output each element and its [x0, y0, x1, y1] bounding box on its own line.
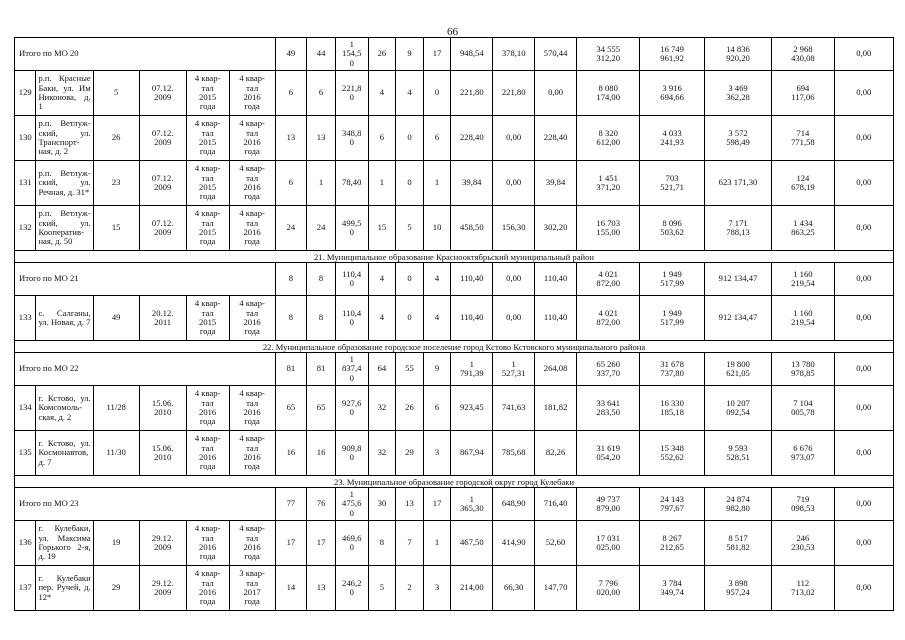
section-header-row [15, 476, 894, 488]
total-area-total: 1 154,5 0 [335, 38, 368, 71]
total-flats-municipal: 9 [423, 353, 451, 386]
row-resettled-area-total: 467,50 [451, 521, 493, 566]
total-funds-extra: 0,00 [834, 353, 893, 386]
total-flats-total: 30 [368, 488, 396, 521]
row-document-date: 15.06. 2010 [139, 386, 186, 431]
row-flats-private: 29 [396, 431, 424, 476]
row-address: р.п. Красные Баки, ул. Им Никонова, д. 1 [36, 71, 93, 116]
row-funds-local: 112 713,02 [772, 566, 834, 611]
row-funds-extra: 0,00 [834, 71, 893, 116]
row-resettled-area-total: 221,80 [451, 71, 493, 116]
row-funds-fund: 16 330 185,18 [640, 386, 704, 431]
table-row [15, 71, 894, 116]
row-resettled-area-total: 923,45 [451, 386, 493, 431]
row-document-number: 11/30 [93, 431, 139, 476]
total-funds-local: 719 098,53 [772, 488, 834, 521]
row-apartments-resettled: 24 [307, 206, 336, 251]
row-number: 137 [15, 566, 36, 611]
total-funds-local: 1 160 219,54 [772, 263, 834, 296]
total-row [15, 263, 894, 296]
row-document-date: 07.12. 2009 [139, 116, 186, 161]
total-funds-local: 2 968 430,08 [772, 38, 834, 71]
total-funds-extra: 0,00 [834, 488, 893, 521]
row-apartments-total: 13 [275, 116, 307, 161]
row-document-number: 26 [93, 116, 139, 161]
row-apartments-resettled: 13 [307, 566, 336, 611]
total-funds-fund: 31 678 737,80 [640, 353, 704, 386]
row-funds-local: 7 104 005,78 [772, 386, 834, 431]
row-area-total: 469,6 0 [335, 521, 368, 566]
row-start-period: 4 квар- тал 2016 года [186, 431, 229, 476]
total-funds-local: 13 780 978,85 [772, 353, 834, 386]
row-funds-extra: 0,00 [834, 116, 893, 161]
row-funds-region: 3 469 362,28 [704, 71, 771, 116]
table-row [15, 116, 894, 161]
row-end-period: 4 квар- тал 2016 года [229, 431, 275, 476]
row-resettled-area-total: 110,40 [451, 296, 493, 341]
section-title: 21. Муниципальное образование Краснооктябрьский муниципальный район [15, 251, 894, 263]
row-funds-fund: 703 521,71 [640, 161, 704, 206]
housing-program-table [14, 37, 894, 611]
row-apartments-resettled: 65 [307, 386, 336, 431]
row-resettled-area-private: 66,30 [493, 566, 535, 611]
total-flats-private: 55 [396, 353, 424, 386]
row-flats-total: 8 [368, 521, 396, 566]
row-end-period: 4 квар- тал 2016 года [229, 521, 275, 566]
row-resettled-area-private: 741,63 [493, 386, 535, 431]
row-document-date: 07.12. 2009 [139, 71, 186, 116]
row-number: 134 [15, 386, 36, 431]
total-resettled-area-municipal: 110,40 [535, 263, 577, 296]
total-cost-total: 4 021 872,00 [577, 263, 640, 296]
total-cost-total: 34 555 312,20 [577, 38, 640, 71]
row-funds-local: 1 160 219,54 [772, 296, 834, 341]
row-flats-total: 32 [368, 386, 396, 431]
row-end-period: 4 квар- тал 2016 года [229, 206, 275, 251]
total-funds-fund: 1 949 517,99 [640, 263, 704, 296]
row-address: р.п. Ветлуж-ский, ул. Транспорт-ная, д. 2 [36, 116, 93, 161]
total-funds-region: 19 800 621,05 [704, 353, 771, 386]
row-flats-private: 26 [396, 386, 424, 431]
total-resettled-area-private: 378,10 [493, 38, 535, 71]
row-funds-region: 3 572 598,49 [704, 116, 771, 161]
row-document-number: 5 [93, 71, 139, 116]
total-flats-total: 26 [368, 38, 396, 71]
row-funds-extra: 0,00 [834, 296, 893, 341]
row-resettled-area-municipal: 302,20 [535, 206, 577, 251]
row-flats-private: 0 [396, 296, 424, 341]
table-row [15, 386, 894, 431]
row-funds-fund: 1 949 517,99 [640, 296, 704, 341]
row-funds-region: 912 134,47 [704, 296, 771, 341]
row-resettled-area-municipal: 110,40 [535, 296, 577, 341]
row-resettled-area-municipal: 39,84 [535, 161, 577, 206]
row-cost-total: 8 080 174,00 [577, 71, 640, 116]
row-resettled-area-municipal: 181,82 [535, 386, 577, 431]
row-funds-region: 7 171 788,13 [704, 206, 771, 251]
row-flats-private: 0 [396, 116, 424, 161]
row-cost-total: 8 320 612,00 [577, 116, 640, 161]
row-funds-extra: 0,00 [834, 521, 893, 566]
row-area-total: 348,8 0 [335, 116, 368, 161]
total-row [15, 488, 894, 521]
total-funds-region: 14 836 920,20 [704, 38, 771, 71]
row-funds-region: 9 593 528,51 [704, 431, 771, 476]
total-resettled-area-municipal: 570,44 [535, 38, 577, 71]
total-apartments-total: 77 [275, 488, 307, 521]
row-apartments-total: 6 [275, 71, 307, 116]
total-flats-municipal: 17 [423, 488, 451, 521]
row-flats-municipal: 10 [423, 206, 451, 251]
row-funds-extra: 0,00 [834, 431, 893, 476]
row-resettled-area-private: 785,68 [493, 431, 535, 476]
row-apartments-resettled: 6 [307, 71, 336, 116]
section-title: 22. Муниципальное образование городское поселение город Кстово Кстовского муниципального района [15, 341, 894, 353]
total-resettled-area-private: 1 527,31 [493, 353, 535, 386]
row-document-number: 11/28 [93, 386, 139, 431]
row-apartments-resettled: 17 [307, 521, 336, 566]
row-flats-total: 5 [368, 566, 396, 611]
row-funds-fund: 4 033 241,93 [640, 116, 704, 161]
total-flats-private: 9 [396, 38, 424, 71]
total-row [15, 353, 894, 386]
row-flats-total: 15 [368, 206, 396, 251]
row-resettled-area-municipal: 147,70 [535, 566, 577, 611]
total-resettled-area-private: 648,90 [493, 488, 535, 521]
total-flats-private: 13 [396, 488, 424, 521]
row-address: г. Кстово, ул. Комсомоль-ская, д. 2 [36, 386, 93, 431]
row-flats-municipal: 6 [423, 116, 451, 161]
total-resettled-area-municipal: 716,40 [535, 488, 577, 521]
row-start-period: 4 квар- тал 2015 года [186, 206, 229, 251]
row-funds-local: 1 434 863,25 [772, 206, 834, 251]
row-funds-fund: 3 784 349,74 [640, 566, 704, 611]
total-resettled-area-private: 0,00 [493, 263, 535, 296]
row-address: г. Кулебаки пер. Ручей, д. 12* [36, 566, 93, 611]
total-apartments-total: 8 [275, 263, 307, 296]
row-document-number: 19 [93, 521, 139, 566]
row-flats-total: 4 [368, 296, 396, 341]
total-label: Итого по МО 20 [15, 38, 276, 71]
row-funds-extra: 0,00 [834, 206, 893, 251]
row-document-date: 15.06. 2010 [139, 431, 186, 476]
row-apartments-resettled: 13 [307, 116, 336, 161]
row-resettled-area-private: 221,80 [493, 71, 535, 116]
row-start-period: 4 квар- тал 2015 года [186, 296, 229, 341]
total-resettled-area-municipal: 264,08 [535, 353, 577, 386]
row-resettled-area-private: 0,00 [493, 161, 535, 206]
total-resettled-area-total: 948,54 [451, 38, 493, 71]
row-cost-total: 31 619 054,20 [577, 431, 640, 476]
row-address: г. Кстово, ул. Космонавтов, д. 7 [36, 431, 93, 476]
row-apartments-resettled: 16 [307, 431, 336, 476]
row-resettled-area-municipal: 52,60 [535, 521, 577, 566]
total-funds-extra: 0,00 [834, 263, 893, 296]
row-apartments-total: 16 [275, 431, 307, 476]
total-funds-fund: 16 749 961,92 [640, 38, 704, 71]
total-apartments-total: 49 [275, 38, 307, 71]
row-start-period: 4 квар- тал 2015 года [186, 71, 229, 116]
row-document-date: 07.12. 2009 [139, 206, 186, 251]
table-row [15, 161, 894, 206]
row-resettled-area-total: 214,00 [451, 566, 493, 611]
row-cost-total: 7 796 020,00 [577, 566, 640, 611]
row-document-date: 20.12. 2011 [139, 296, 186, 341]
row-resettled-area-municipal: 0,00 [535, 71, 577, 116]
total-resettled-area-total: 1 365,30 [451, 488, 493, 521]
row-funds-fund: 15 348 552,62 [640, 431, 704, 476]
row-apartments-resettled: 8 [307, 296, 336, 341]
row-end-period: 4 квар- тал 2016 года [229, 386, 275, 431]
page-number: 66 [447, 26, 458, 38]
total-apartments-resettled: 44 [307, 38, 336, 71]
row-flats-total: 1 [368, 161, 396, 206]
row-area-total: 110,4 0 [335, 296, 368, 341]
row-number: 129 [15, 71, 36, 116]
section-header-row [15, 251, 894, 263]
row-number: 132 [15, 206, 36, 251]
row-cost-total: 4 021 872,00 [577, 296, 640, 341]
row-funds-extra: 0,00 [834, 161, 893, 206]
row-flats-municipal: 1 [423, 521, 451, 566]
row-resettled-area-private: 0,00 [493, 296, 535, 341]
row-number: 131 [15, 161, 36, 206]
total-area-total: 1 475,6 0 [335, 488, 368, 521]
row-document-number: 29 [93, 566, 139, 611]
total-flats-municipal: 4 [423, 263, 451, 296]
row-document-number: 49 [93, 296, 139, 341]
row-apartments-resettled: 1 [307, 161, 336, 206]
row-apartments-total: 14 [275, 566, 307, 611]
row-resettled-area-total: 39,84 [451, 161, 493, 206]
row-flats-total: 4 [368, 71, 396, 116]
section-header-row [15, 341, 894, 353]
total-funds-region: 24 874 982,80 [704, 488, 771, 521]
table-row [15, 296, 894, 341]
row-resettled-area-municipal: 82,26 [535, 431, 577, 476]
row-cost-total: 1 451 371,20 [577, 161, 640, 206]
row-flats-private: 7 [396, 521, 424, 566]
total-resettled-area-total: 1 791,39 [451, 353, 493, 386]
total-apartments-total: 81 [275, 353, 307, 386]
row-funds-fund: 3 916 694,66 [640, 71, 704, 116]
total-cost-total: 49 737 879,00 [577, 488, 640, 521]
row-resettled-area-total: 228,40 [451, 116, 493, 161]
row-funds-local: 694 117,06 [772, 71, 834, 116]
row-flats-private: 5 [396, 206, 424, 251]
row-funds-local: 6 676 973,07 [772, 431, 834, 476]
row-funds-region: 10 207 092,54 [704, 386, 771, 431]
row-resettled-area-private: 414,90 [493, 521, 535, 566]
row-number: 130 [15, 116, 36, 161]
row-area-total: 221,8 0 [335, 71, 368, 116]
total-apartments-resettled: 8 [307, 263, 336, 296]
row-resettled-area-municipal: 228,40 [535, 116, 577, 161]
row-funds-region: 3 898 957,24 [704, 566, 771, 611]
row-funds-extra: 0,00 [834, 386, 893, 431]
row-end-period: 4 квар- тал 2016 года [229, 71, 275, 116]
row-cost-total: 33 641 283,50 [577, 386, 640, 431]
row-funds-local: 714 771,58 [772, 116, 834, 161]
total-flats-total: 4 [368, 263, 396, 296]
row-number: 135 [15, 431, 36, 476]
row-address: с. Салганы, ул. Новая, д. 7 [36, 296, 93, 341]
row-document-date: 29.12. 2009 [139, 566, 186, 611]
row-resettled-area-private: 156,30 [493, 206, 535, 251]
row-area-total: 246,2 0 [335, 566, 368, 611]
row-address: г. Кулебаки, ул. Максима Горького 2-я, д. 19 [36, 521, 93, 566]
row-start-period: 4 квар- тал 2016 года [186, 566, 229, 611]
row-funds-extra: 0,00 [834, 566, 893, 611]
total-funds-fund: 24 143 797,67 [640, 488, 704, 521]
row-resettled-area-total: 458,50 [451, 206, 493, 251]
row-flats-municipal: 1 [423, 161, 451, 206]
row-flats-private: 0 [396, 161, 424, 206]
row-start-period: 4 квар- тал 2016 года [186, 386, 229, 431]
row-resettled-area-private: 0,00 [493, 116, 535, 161]
row-apartments-total: 6 [275, 161, 307, 206]
row-apartments-total: 17 [275, 521, 307, 566]
row-resettled-area-total: 867,94 [451, 431, 493, 476]
table-row [15, 566, 894, 611]
total-area-total: 110,4 0 [335, 263, 368, 296]
row-address: р.п. Ветлуж-ский, ул. Кооператив-ная, д. 50 [36, 206, 93, 251]
row-number: 136 [15, 521, 36, 566]
row-area-total: 909,8 0 [335, 431, 368, 476]
row-start-period: 4 квар- тал 2015 года [186, 116, 229, 161]
table-row [15, 206, 894, 251]
total-resettled-area-total: 110,40 [451, 263, 493, 296]
total-funds-region: 912 134,47 [704, 263, 771, 296]
row-document-number: 15 [93, 206, 139, 251]
row-apartments-total: 24 [275, 206, 307, 251]
total-flats-municipal: 17 [423, 38, 451, 71]
row-end-period: 4 квар- тал 2016 года [229, 116, 275, 161]
row-flats-municipal: 0 [423, 71, 451, 116]
row-document-date: 07.12. 2009 [139, 161, 186, 206]
table-row [15, 521, 894, 566]
total-label: Итого по МО 22 [15, 353, 276, 386]
row-flats-municipal: 6 [423, 386, 451, 431]
section-title: 23. Муниципальное образование городской округ город Кулебаки [15, 476, 894, 488]
row-flats-private: 4 [396, 71, 424, 116]
row-funds-local: 124 678,19 [772, 161, 834, 206]
row-document-number: 23 [93, 161, 139, 206]
row-apartments-total: 65 [275, 386, 307, 431]
total-cost-total: 65 260 337,70 [577, 353, 640, 386]
row-funds-fund: 8 267 212,65 [640, 521, 704, 566]
row-cost-total: 16 703 155,00 [577, 206, 640, 251]
row-flats-municipal: 4 [423, 296, 451, 341]
table-row [15, 431, 894, 476]
total-area-total: 1 837,4 0 [335, 353, 368, 386]
row-document-date: 29.12. 2009 [139, 521, 186, 566]
row-funds-region: 623 171,30 [704, 161, 771, 206]
row-cost-total: 17 031 025,00 [577, 521, 640, 566]
total-label: Итого по МО 21 [15, 263, 276, 296]
row-flats-total: 6 [368, 116, 396, 161]
row-apartments-total: 8 [275, 296, 307, 341]
row-flats-total: 32 [368, 431, 396, 476]
row-start-period: 4 квар- тал 2015 года [186, 161, 229, 206]
row-end-period: 4 квар- тал 2016 года [229, 161, 275, 206]
row-flats-municipal: 3 [423, 566, 451, 611]
row-funds-fund: 8 096 503,62 [640, 206, 704, 251]
row-start-period: 4 квар- тал 2016 года [186, 521, 229, 566]
total-label: Итого по МО 23 [15, 488, 276, 521]
row-area-total: 499,5 0 [335, 206, 368, 251]
total-row [15, 38, 894, 71]
row-flats-private: 2 [396, 566, 424, 611]
row-flats-municipal: 3 [423, 431, 451, 476]
row-area-total: 78,40 [335, 161, 368, 206]
total-flats-private: 0 [396, 263, 424, 296]
row-address: р.п. Ветлуж-ский, ул. Речная, д. 31* [36, 161, 93, 206]
row-area-total: 927,6 0 [335, 386, 368, 431]
total-flats-total: 64 [368, 353, 396, 386]
row-funds-local: 246 230,53 [772, 521, 834, 566]
row-end-period: 4 квар- тал 2016 года [229, 296, 275, 341]
row-funds-region: 8 517 581,82 [704, 521, 771, 566]
row-end-period: 3 квар- тал 2017 года [229, 566, 275, 611]
total-funds-extra: 0,00 [834, 38, 893, 71]
total-apartments-resettled: 76 [307, 488, 336, 521]
row-number: 133 [15, 296, 36, 341]
total-apartments-resettled: 81 [307, 353, 336, 386]
